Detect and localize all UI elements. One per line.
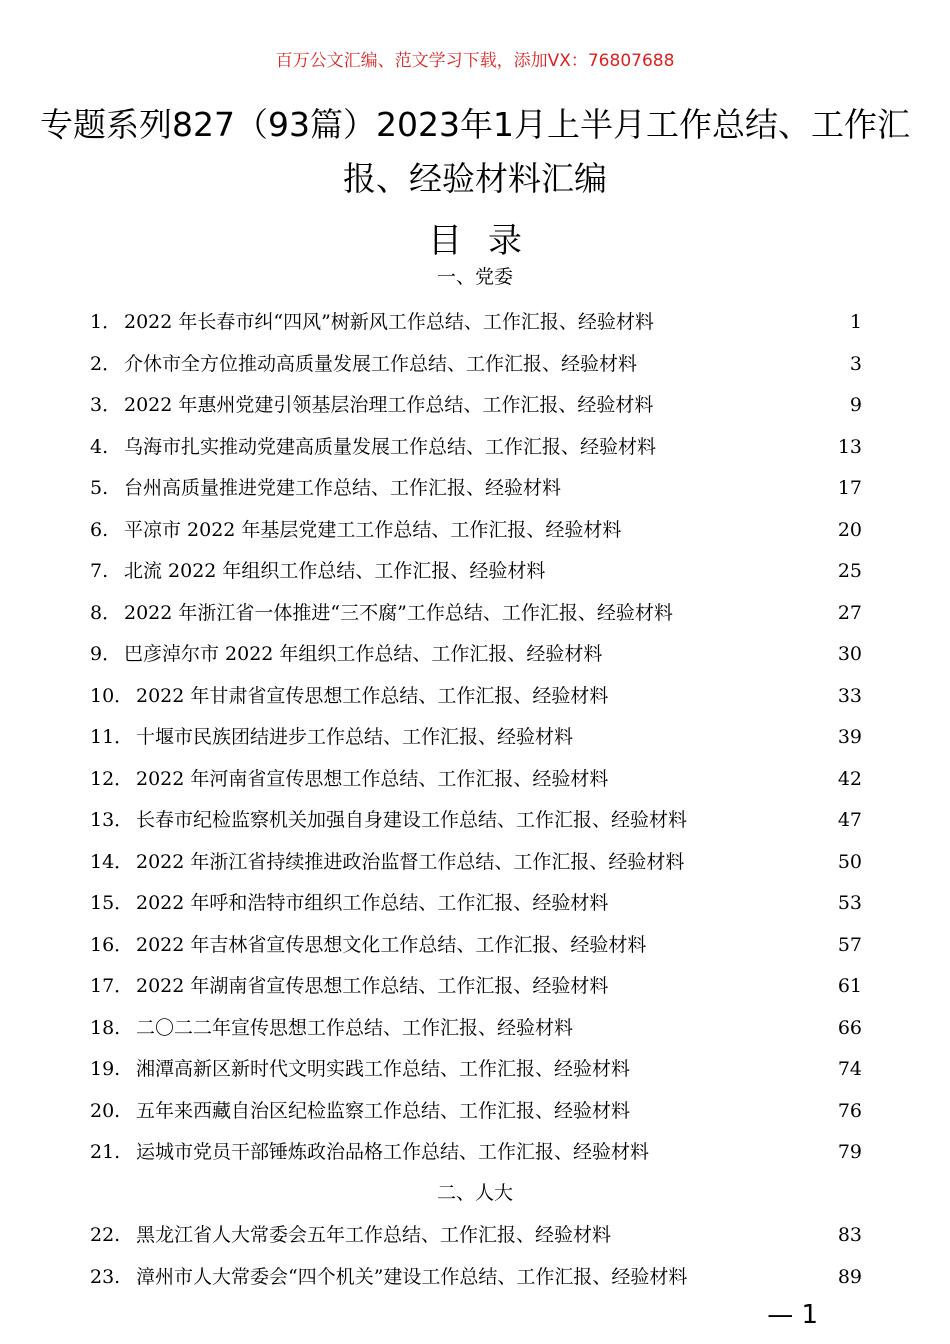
- toc-entry-page: 50: [837, 851, 862, 873]
- toc-entry-page: 57: [837, 934, 862, 956]
- toc-entry-number: 3．: [90, 394, 122, 416]
- toc-entry[interactable]: [90, 390, 862, 420]
- toc-entry-title: 长春市纪检监察机关加强自身建设工作总结、工作汇报、经验材料: [136, 809, 688, 831]
- toc-entry[interactable]: [90, 307, 862, 337]
- toc-entry[interactable]: [90, 971, 862, 1001]
- toc-entry[interactable]: [90, 764, 862, 794]
- toc-entry[interactable]: [90, 556, 862, 586]
- toc-entry-number: 20.: [90, 1100, 121, 1122]
- toc-entry-title: 2022 年河南省宣传思想工作总结、工作汇报、经验材料: [136, 768, 609, 790]
- toc-entry-title: 漳州市人大常委会“四个机关”建设工作总结、工作汇报、经验材料: [136, 1266, 688, 1288]
- toc-entry[interactable]: [90, 681, 862, 711]
- toc-entry-title: 五年来西藏自治区纪检监察工作总结、工作汇报、经验材料: [136, 1100, 631, 1122]
- toc-entry-page: 17: [837, 477, 862, 499]
- toc-entry-page: 1: [849, 311, 862, 333]
- toc-entry[interactable]: [90, 598, 862, 628]
- toc-entry[interactable]: [90, 1262, 862, 1292]
- toc-entry-number: 5.: [90, 477, 109, 499]
- toc-entry-number: 8．: [90, 602, 122, 624]
- toc-entry-page: 53: [837, 892, 862, 914]
- toc-entry-page: 89: [837, 1266, 862, 1288]
- toc-entry[interactable]: [90, 1054, 862, 1084]
- toc-entry-page: 33: [837, 685, 862, 707]
- toc-entry-number: 23.: [90, 1266, 121, 1288]
- toc-entry-title: 2022 年呼和浩特市组织工作总结、工作汇报、经验材料: [136, 892, 609, 914]
- toc-entry-title: 2022 年长春市纠“四风”树新风工作总结、工作汇报、经验材料: [124, 311, 654, 333]
- toc-entry-title: 黑龙江省人大常委会五年工作总结、工作汇报、经验材料: [136, 1224, 612, 1246]
- toc-entry-title: 2022 年浙江省一体推进“三不腐”工作总结、工作汇报、经验材料: [124, 602, 673, 624]
- toc-entry-title: 十堰市民族团结进步工作总结、工作汇报、经验材料: [136, 726, 574, 748]
- toc-entry[interactable]: [90, 639, 862, 669]
- toc-entry-title: 介休市全方位推动高质量发展工作总结、工作汇报、经验材料: [124, 353, 638, 375]
- toc-entry-page: 13: [837, 436, 862, 458]
- header-banner: 百万公文汇编、范文学习下载，添加VX：76807688: [275, 51, 675, 71]
- toc-entry-number: 17．: [90, 975, 134, 997]
- toc-entry-number: 14．: [90, 851, 134, 873]
- toc-entry-page: 27: [837, 602, 862, 624]
- toc-entry-title: 台州高质量推进党建工作总结、工作汇报、经验材料: [124, 477, 562, 499]
- toc-entry-title: 北流 2022 年组织工作总结、工作汇报、经验材料: [124, 560, 546, 582]
- toc-entry-number: 9．: [90, 643, 122, 665]
- toc-entry-title: 二〇二二年宣传思想工作总结、工作汇报、经验材料: [136, 1017, 574, 1039]
- toc-entry-number: 22.: [90, 1224, 121, 1246]
- toc-entry-page: 25: [837, 560, 862, 582]
- toc-entry-number: 13．: [90, 809, 134, 831]
- toc-entry-page: 39: [837, 726, 862, 748]
- toc-entry-number: 11．: [90, 726, 134, 748]
- toc-entry-number: 16．: [90, 934, 134, 956]
- toc-entry-title: 2022 年甘肃省宣传思想工作总结、工作汇报、经验材料: [136, 685, 609, 707]
- toc-entry-number: 18.: [90, 1017, 121, 1039]
- toc-entry[interactable]: [90, 847, 862, 877]
- toc-entry-page: 76: [837, 1100, 862, 1122]
- toc-entry-number: 2．: [90, 353, 122, 375]
- toc-entry-page: 83: [837, 1224, 862, 1246]
- toc-entry[interactable]: [90, 1096, 862, 1126]
- toc-entry-number: 10．: [90, 685, 134, 707]
- toc-entry-title: 乌海市扎实推动党建高质量发展工作总结、工作汇报、经验材料: [124, 436, 657, 458]
- toc-entry-page: 74: [837, 1058, 862, 1080]
- toc-entry[interactable]: [90, 1013, 862, 1043]
- section-heading: 二、人大: [436, 1182, 513, 1204]
- toc-entry[interactable]: [90, 888, 862, 918]
- toc-entry-page: 20: [837, 519, 862, 541]
- toc-entry[interactable]: [90, 1137, 862, 1167]
- toc-entry-number: 1．: [90, 311, 122, 333]
- toc-entry-number: 21.: [90, 1141, 121, 1163]
- toc-entry[interactable]: [90, 515, 862, 545]
- toc-entry-number: 4.: [90, 436, 109, 458]
- toc-entry-page: 42: [837, 768, 862, 790]
- toc-entry-title: 运城市党员干部锤炼政治品格工作总结、工作汇报、经验材料: [136, 1141, 650, 1163]
- toc-entry-number: 6.: [90, 519, 109, 541]
- toc-entry[interactable]: [90, 722, 862, 752]
- toc-entry-title: 2022 年浙江省持续推进政治监督工作总结、工作汇报、经验材料: [136, 851, 685, 873]
- toc-heading: 目录: [428, 221, 548, 261]
- toc-entry-title: 巴彦淖尔市 2022 年组织工作总结、工作汇报、经验材料: [124, 643, 603, 665]
- toc-entry[interactable]: [90, 930, 862, 960]
- toc-entry-page: 9: [849, 394, 862, 416]
- toc-entry-page: 79: [837, 1141, 862, 1163]
- toc-entry[interactable]: [90, 473, 862, 503]
- toc-entry[interactable]: [90, 1220, 862, 1250]
- toc-entry-number: 19.: [90, 1058, 121, 1080]
- toc-entry-page: 61: [837, 975, 862, 997]
- toc-entry-page: 47: [837, 809, 862, 831]
- toc-entry-title: 2022 年吉林省宣传思想文化工作总结、工作汇报、经验材料: [136, 934, 647, 956]
- document-title: 专题系列827（93篇）2023年1月上半月工作总结、工作汇报、经验材料汇编: [40, 105, 910, 198]
- toc-entry-page: 3: [849, 353, 862, 375]
- page-number-footer: — 1: [767, 1300, 818, 1330]
- section-heading: 一、党委: [436, 266, 513, 288]
- toc-entry-page: 66: [837, 1017, 862, 1039]
- toc-entry-title: 2022 年湖南省宣传思想工作总结、工作汇报、经验材料: [136, 975, 609, 997]
- toc-entry[interactable]: [90, 805, 862, 835]
- toc-entry[interactable]: [90, 432, 862, 462]
- toc-entry-number: 15．: [90, 892, 134, 914]
- toc-entry-title: 湘潭高新区新时代文明实践工作总结、工作汇报、经验材料: [136, 1058, 631, 1080]
- toc-entry-title: 2022 年惠州党建引领基层治理工作总结、工作汇报、经验材料: [124, 394, 654, 416]
- toc-entry-page: 30: [837, 643, 862, 665]
- toc-entry-number: 7.: [90, 560, 109, 582]
- toc-entry-title: 平凉市 2022 年基层党建工工作总结、工作汇报、经验材料: [124, 519, 622, 541]
- toc-entry[interactable]: [90, 349, 862, 379]
- toc-entry-number: 12．: [90, 768, 134, 790]
